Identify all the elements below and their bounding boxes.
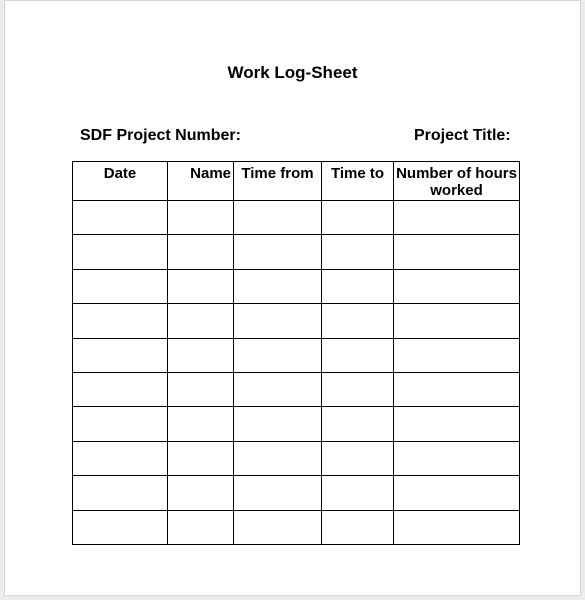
- cell-time-to[interactable]: [322, 201, 394, 235]
- cell-date[interactable]: [73, 235, 168, 269]
- table-row: [73, 201, 520, 235]
- cell-time-from[interactable]: [234, 269, 322, 303]
- table-row: [73, 407, 520, 441]
- cell-name[interactable]: [168, 338, 234, 372]
- header-time-to: Time to: [322, 162, 394, 201]
- project-title-label: Project Title:: [414, 127, 511, 144]
- cell-name[interactable]: [168, 407, 234, 441]
- cell-time-from[interactable]: [234, 372, 322, 406]
- cell-name[interactable]: [168, 441, 234, 475]
- cell-hours-worked[interactable]: [394, 407, 520, 441]
- header-time-from: Time from: [234, 162, 322, 201]
- project-number-label: SDF Project Number:: [80, 127, 241, 144]
- cell-date[interactable]: [73, 338, 168, 372]
- cell-name[interactable]: [168, 201, 234, 235]
- cell-name[interactable]: [168, 372, 234, 406]
- cell-name[interactable]: [168, 510, 234, 544]
- cell-time-to[interactable]: [322, 304, 394, 338]
- cell-name[interactable]: [168, 476, 234, 510]
- cell-date[interactable]: [73, 510, 168, 544]
- cell-date[interactable]: [73, 372, 168, 406]
- cell-time-from[interactable]: [234, 235, 322, 269]
- cell-hours-worked[interactable]: [394, 510, 520, 544]
- cell-hours-worked[interactable]: [394, 338, 520, 372]
- table-header-row: [73, 162, 520, 201]
- cell-time-from[interactable]: [234, 201, 322, 235]
- cell-time-to[interactable]: [322, 235, 394, 269]
- table-row: [73, 235, 520, 269]
- cell-hours-worked[interactable]: [394, 304, 520, 338]
- table-row: [73, 372, 520, 406]
- cell-time-to[interactable]: [322, 407, 394, 441]
- cell-date[interactable]: [73, 201, 168, 235]
- document-title: Work Log-Sheet: [227, 63, 358, 82]
- document-page: [4, 0, 581, 596]
- cell-time-to[interactable]: [322, 441, 394, 475]
- cell-date[interactable]: [73, 441, 168, 475]
- table-row: [73, 269, 520, 303]
- cell-time-from[interactable]: [234, 407, 322, 441]
- table-row: [73, 338, 520, 372]
- cell-time-to[interactable]: [322, 510, 394, 544]
- cell-name[interactable]: [168, 235, 234, 269]
- table-row: [73, 441, 520, 475]
- header-name: Name: [168, 162, 234, 201]
- cell-name[interactable]: [168, 304, 234, 338]
- cell-time-to[interactable]: [322, 476, 394, 510]
- cell-hours-worked[interactable]: [394, 476, 520, 510]
- cell-hours-worked[interactable]: [394, 269, 520, 303]
- cell-name[interactable]: [168, 269, 234, 303]
- cell-hours-worked[interactable]: [394, 372, 520, 406]
- table-row: [73, 510, 520, 544]
- cell-hours-worked[interactable]: [394, 201, 520, 235]
- table-body: [73, 201, 520, 545]
- cell-date[interactable]: [73, 304, 168, 338]
- cell-date[interactable]: [73, 269, 168, 303]
- table-row: [73, 304, 520, 338]
- cell-time-to[interactable]: [322, 269, 394, 303]
- work-log-table: [72, 161, 520, 545]
- cell-hours-worked[interactable]: [394, 235, 520, 269]
- cell-time-from[interactable]: [234, 510, 322, 544]
- cell-time-to[interactable]: [322, 338, 394, 372]
- header-hours-worked: Number of hours worked: [394, 162, 520, 201]
- header-date: Date: [73, 162, 168, 201]
- cell-date[interactable]: [73, 476, 168, 510]
- table-row: [73, 476, 520, 510]
- cell-time-from[interactable]: [234, 304, 322, 338]
- cell-time-to[interactable]: [322, 372, 394, 406]
- cell-time-from[interactable]: [234, 476, 322, 510]
- cell-time-from[interactable]: [234, 441, 322, 475]
- cell-hours-worked[interactable]: [394, 441, 520, 475]
- cell-time-from[interactable]: [234, 338, 322, 372]
- cell-date[interactable]: [73, 407, 168, 441]
